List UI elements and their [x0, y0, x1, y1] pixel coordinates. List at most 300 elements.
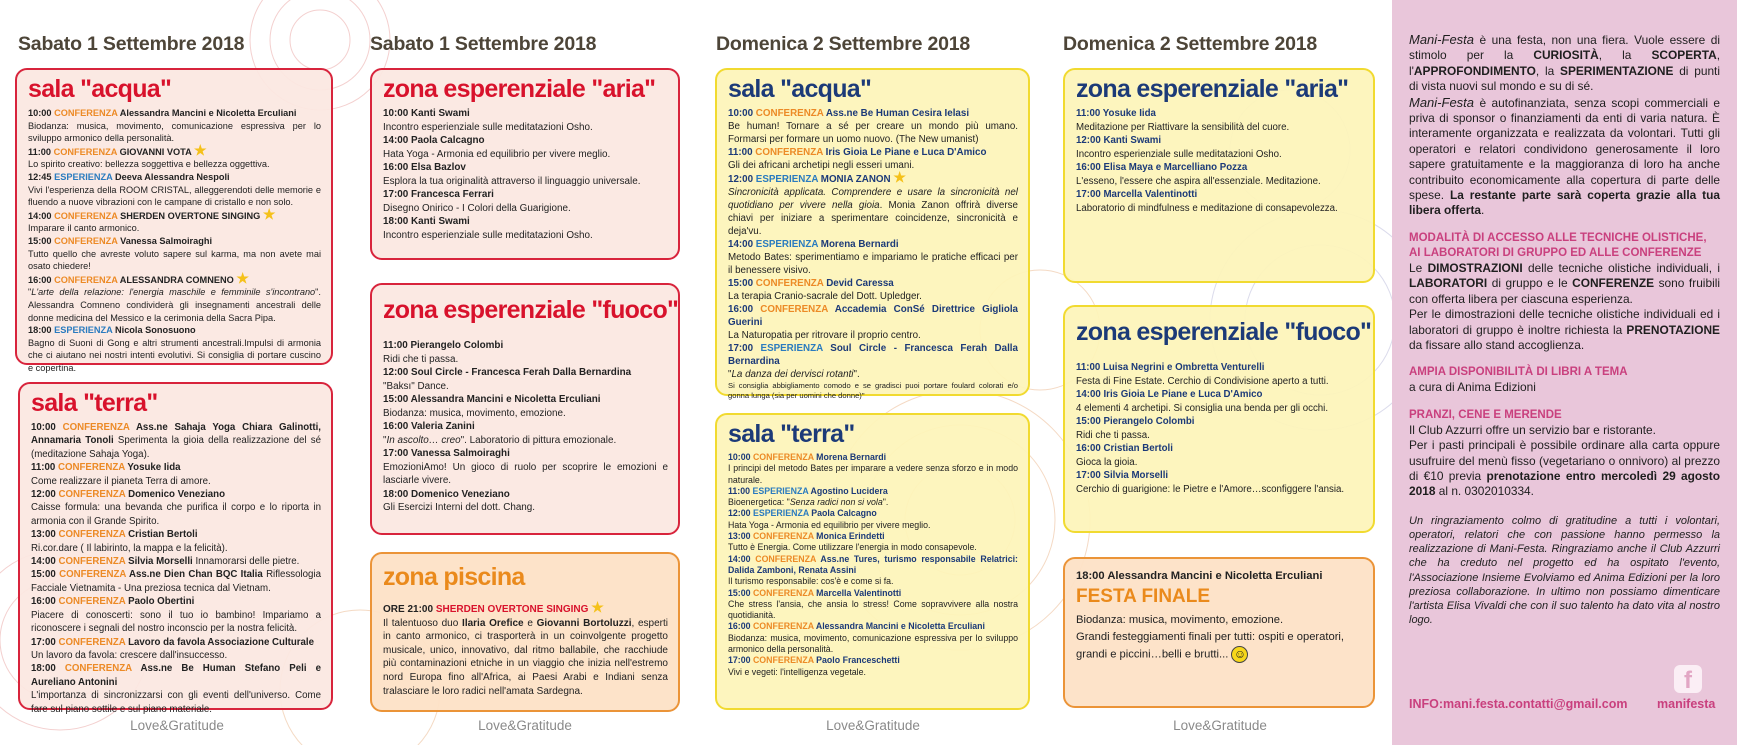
event-description [383, 434, 668, 448]
event-description [1076, 612, 1363, 629]
event-header [728, 621, 1018, 632]
event-time: 18:00 [1076, 570, 1105, 582]
event-time: 15:00 [28, 235, 52, 246]
event-speaker: Soul Circle - Francesca Ferah Dalla Bernardina [728, 343, 1018, 367]
event-header [728, 277, 1018, 290]
event-speaker: Iris Gioia Le Piane e Luca D'Amico [1103, 389, 1263, 400]
italic-text: Mani-Festa [1409, 32, 1475, 47]
event-header [383, 339, 668, 353]
event-speaker: Ass.ne Dien Chan BQC Italia [128, 569, 263, 581]
event-description [383, 380, 668, 394]
event-time: 18:00 [28, 325, 52, 336]
event-description [728, 368, 1018, 401]
event-speaker: Silvia Morselli [128, 556, 193, 568]
event-description [31, 501, 321, 528]
facebook-label[interactable]: manifesta [1657, 697, 1716, 711]
italic-text: Mani-Festa [1409, 94, 1475, 110]
event-item [1076, 161, 1363, 188]
event-item [728, 508, 1018, 531]
event-description [728, 290, 1018, 303]
text-segment: Lo spirito creativo: bellezza soggettiva e bellezza oggettiva. [28, 159, 270, 170]
text-segment: Tutto quello che avreste voluto sapere sul karma, ma non avete mai osato chiedere! [28, 248, 321, 272]
event-time: 16:00 [383, 421, 409, 432]
text-segment: Gli Esercizi Interni del dott. Chang. [383, 502, 536, 513]
text-segment: Le [1409, 260, 1428, 275]
event-speaker: Elsa Bazlov [411, 162, 466, 173]
event-time: 18:00 [383, 216, 409, 227]
event-item [1076, 415, 1363, 442]
event-speaker: Luisa Negrini e Ombretta Venturelli [1102, 362, 1265, 373]
event-header [1076, 415, 1363, 429]
italic-text: Senza radici non si vola [789, 497, 883, 508]
event-time: 15:00 [31, 569, 56, 581]
event-type: CONFERENZA [752, 621, 814, 632]
box-title: zona esperenziale "fuoco" [383, 296, 679, 324]
event-description [1076, 629, 1363, 663]
day-header: Domenica 2 Settembre 2018 [716, 33, 971, 55]
event-header [1076, 188, 1363, 202]
schedule-box [15, 68, 333, 373]
event-speaker: Agostino Lucidera [810, 485, 888, 496]
event-item [383, 134, 668, 161]
text-segment: ". Alessandra Comneno condividerà gli insegnamenti ancestrali delle donne medicina del Messico e la cerimonia della Sacra Pipa. [28, 287, 321, 323]
event-description [383, 617, 668, 699]
event-time: 13:00 [728, 531, 751, 542]
event-item [728, 531, 1018, 554]
text-segment: Meditazione per Riattivare la sensibilità del cuore. [1076, 121, 1290, 133]
event-item [728, 169, 1018, 238]
event-time: 17:00 [1076, 470, 1101, 481]
event-speaker: Vanessa Salmoiraghi [411, 448, 510, 459]
text-segment: , esperti in canto armonico, ci trasporterà in un coinvolgente progetto musicale, unico, innovativo, dal ritmo ballabile, che racchiude più contaminazioni etniche in un viaggio che inizia nell'estremo nord Europa fino all'Africa, ai Paesi Arabi e Indiani senza tralasciare le loro radici nell'amata Sardegna. [383, 617, 668, 697]
event-item [728, 303, 1018, 342]
event-item [31, 595, 321, 635]
event-header [1076, 442, 1363, 456]
info-paragraph [1409, 307, 1720, 353]
section-heading [1409, 365, 1720, 380]
section-heading [1409, 231, 1720, 261]
box-title: sala "acqua" [28, 75, 172, 103]
text-segment: Biodanza: musica, movimento, comunicazione espressiva per lo sviluppo armonico della personalità. [28, 120, 321, 144]
event-description [728, 186, 1018, 238]
text-segment: Disegno Onirico - I Colori della Guarigione. [383, 202, 571, 214]
text-segment: Innamorarsi delle pietre. [195, 556, 300, 568]
event-item [383, 447, 668, 488]
day-header: Sabato 1 Settembre 2018 [370, 33, 597, 55]
bold-text: CURIOSITÀ [1533, 48, 1599, 63]
event-type: CONFERENZA [752, 587, 814, 598]
event-item [728, 621, 1018, 655]
event-description [728, 667, 1018, 678]
event-type: CONFERENZA [54, 108, 118, 118]
event-speaker: Elisa Maya e Marcelliano Pozza [1103, 162, 1248, 173]
event-type: CONFERENZA [58, 489, 126, 501]
text-segment: Gli dei africani archetipi negli esseri umani. [728, 160, 915, 171]
event-item [1076, 629, 1363, 663]
event-item [31, 461, 321, 488]
day-header: Sabato 1 Settembre 2018 [18, 33, 245, 55]
event-time: 17:00 [1076, 189, 1101, 200]
event-type: CONFERENZA [54, 210, 118, 221]
event-time: 12:00 [728, 174, 754, 185]
event-time: 17:00 [728, 343, 754, 354]
text-segment: "Baksı" Dance. [383, 380, 449, 392]
event-type: CONFERENZA [64, 663, 132, 675]
event-header [28, 235, 321, 248]
text-segment: Bioenergetica: " [728, 497, 790, 508]
text-segment: Un ringraziamento colmo di gratitudine a tutti i volontari, operatori, relatori che con passione hanno permesso la realizzazione di Mani-Festa. Ringraziamo anche il Club Azzurri che ha creduto nel progetto ed ha ospitato l'evento, l'Associazione Insieme Evolviamo ed Anima Edizioni per la loro preziosa collaborazione. In ultimo non possiamo dimenticare l'artista Elisa Vivaldi che con il suo talento ha dato vita al nostro logo. [1409, 514, 1720, 627]
text-segment: " [728, 369, 732, 380]
text-segment: Laboratorio di mindfulness e meditazione di consapevolezza. [1076, 202, 1338, 214]
text-segment: ". [853, 369, 860, 380]
event-header [31, 556, 193, 567]
event-speaker: Ass.ne Be Human Stefano Peli e Aureliano Antonini [31, 663, 321, 688]
event-time: 15:00 [1076, 416, 1101, 427]
schedule-box [1063, 68, 1375, 283]
event-speaker: Domenico Veneziano [128, 489, 226, 501]
text-segment: Ri.cor.dare ( Il labirinto, la mappa e la felicità). [31, 542, 228, 554]
event-type: ESPERIENZA [752, 508, 809, 519]
event-item [1076, 442, 1363, 469]
event-header [28, 269, 321, 287]
event-time: 11:00 [383, 340, 408, 351]
event-header [28, 141, 321, 159]
text-segment: di gruppo e le [1487, 276, 1573, 291]
star-icon: ★ [591, 599, 604, 615]
event-description [383, 407, 668, 421]
bold-text: Ilaria Orefice [462, 617, 524, 629]
event-time: 16:00 [728, 304, 754, 315]
event-header [28, 324, 321, 337]
bold-text: DIMOSTRAZIONI [1427, 260, 1523, 275]
event-time: 16:00 [28, 274, 52, 285]
event-description [728, 329, 1018, 342]
text-segment: e [523, 617, 537, 629]
event-header [383, 420, 668, 434]
event-description [28, 184, 321, 209]
event-item [383, 339, 668, 366]
event-speaker: Yosuke Iida [127, 462, 181, 474]
event-header [728, 554, 1018, 577]
italic-text: La danza dei dervisci rotanti [731, 369, 854, 380]
event-speaker: Valeria Zanini [411, 421, 475, 432]
event-speaker: Paola Calcagno [811, 508, 877, 519]
info-paragraph [1409, 438, 1720, 500]
event-type: ESPERIENZA [752, 485, 809, 496]
event-header [1076, 361, 1363, 375]
event-time: 11:00 [728, 147, 753, 158]
bold-text: Giovanni Bortoluzzi [536, 617, 632, 629]
event-item [728, 655, 1018, 678]
event-type: ESPERIENZA [760, 343, 823, 354]
text-segment: Hata Yoga - Armonia ed equilibrio per vivere meglio. [728, 519, 931, 530]
event-time: 15:00 [728, 278, 754, 289]
facebook-icon[interactable]: f [1674, 665, 1702, 693]
event-time: 14:00 [31, 556, 56, 568]
bold-text: LABORATORI [1409, 276, 1488, 291]
event-item [728, 146, 1018, 172]
event-speaker: Francesca Ferrari [411, 189, 494, 200]
event-item [28, 235, 321, 273]
event-time: 12:00 [383, 367, 409, 378]
text-segment: ". Laboratorio di pittura emozionale. [460, 434, 617, 446]
event-item [728, 342, 1018, 401]
love-gratitude-footer: Love&Gratitude [478, 718, 572, 733]
event-header [31, 569, 263, 580]
event-item [1076, 134, 1363, 161]
event-type: CONFERENZA [54, 235, 118, 246]
event-time: 12:00 [1076, 135, 1101, 146]
italic-text: In ascolto… creo [386, 434, 461, 446]
schedule-box [1063, 305, 1375, 533]
info-email[interactable]: INFO:mani.festa.contatti@gmail.com [1409, 697, 1628, 711]
text-segment: Vivi l'esperienza della ROOM CRISTAL, alleggerendoti delle memorie e fluendo a nuove vibrazioni con le campane di cristallo e non solo. [28, 184, 321, 208]
event-item [728, 452, 1018, 486]
italic-text: Sincronicità applicata. Comprendere e usare la sincronicità nel quotidiano per vivere nella gioia [728, 187, 1018, 211]
love-gratitude-footer: Love&Gratitude [130, 718, 224, 733]
event-description [383, 148, 668, 162]
event-speaker: Paolo Obertini [128, 596, 195, 608]
event-type: CONFERENZA [760, 304, 828, 315]
event-item [28, 205, 321, 235]
event-speaker: Marcella Valentinotti [816, 587, 902, 598]
event-speaker: Marcella Valentinotti [1103, 189, 1198, 200]
event-time: 17:00 [31, 636, 56, 648]
event-item [728, 277, 1018, 303]
event-speaker: Yosuke Iida [1102, 108, 1156, 119]
bold-text: La restante parte sarà coperta grazie alla tua libera offerta [1409, 188, 1720, 218]
event-description [28, 120, 321, 145]
event-description [1076, 148, 1363, 162]
event-item [28, 107, 321, 145]
event-speaker: Soul Circle - Francesca Ferah Dalla Bernardina [411, 367, 632, 378]
text-segment: MODALITÀ DI ACCESSO ALLE TECNICHE OLISTICHE, AI LABORATORI DI GRUPPO ED ALLE CONFERENZE [1409, 231, 1707, 259]
event-description [1076, 121, 1363, 135]
text-segment: ". [882, 497, 889, 508]
star-icon: ★ [193, 141, 207, 158]
event-time: 14:00 [728, 239, 754, 250]
text-segment: " [383, 434, 387, 446]
text-segment: Be human! Tornare a sé per creare un mondo più umano. Formarsi per formare un uomo nuovo. (The New umanist) [728, 121, 1018, 145]
event-item [383, 161, 668, 188]
event-item [383, 488, 668, 515]
event-header [383, 488, 668, 502]
event-speaker: Monica Erindetti [816, 531, 885, 542]
event-speaker: Vanessa Salmoiraghi [120, 235, 213, 246]
text-segment: di punti di vista nuovi sul mondo e su di sé. [1409, 63, 1720, 94]
text-segment: , la [1535, 63, 1561, 78]
text-segment: Che stress l'ansia, che ansia lo stress! Come sopravvivere alla nostra quotidianità. [728, 598, 1018, 621]
event-description [383, 353, 668, 367]
event-time: 18:00 [383, 488, 409, 500]
event-description [383, 501, 668, 515]
text-segment: Ridi che ti passa. [1076, 429, 1150, 441]
text-segment: Cerchio di guarigione: le Pietre e l'Amore…sconfiggere l'ansia. [1076, 483, 1345, 495]
event-item [31, 555, 321, 568]
event-description [728, 497, 1018, 508]
section-heading [1409, 408, 1720, 423]
text-segment: Riflessologia Facciale Vietnamita - Una preziosa tecnica dal Vietnam. [31, 569, 321, 594]
event-time: 10:00 [383, 108, 409, 119]
event-description [28, 337, 321, 375]
event-header [383, 215, 668, 229]
event-time: 10:00 [31, 422, 56, 433]
event-description [1076, 175, 1363, 189]
text-segment: Come realizzare il pianeta Terra di amore. [31, 475, 211, 487]
event-speaker: Paolo Franceschetti [816, 655, 900, 666]
event-time: 17:00 [383, 189, 409, 200]
event-header [728, 146, 1018, 159]
event-speaker: Kanti Swami [411, 216, 470, 227]
event-speaker: Domenico Veneziano [411, 488, 510, 500]
event-time: 11:00 [1076, 362, 1101, 373]
event-header [28, 205, 321, 223]
info-paragraph [1409, 261, 1720, 307]
event-header [728, 486, 1018, 497]
box-title: sala "terra" [728, 420, 855, 448]
text-segment: Biodanza: musica, movimento, emozione. [1076, 614, 1284, 626]
event-item [383, 393, 668, 420]
event-header [728, 531, 1018, 542]
text-segment: Imparare il canto armonico. [28, 223, 140, 234]
event-time: 10:00 [728, 108, 754, 119]
event-speaker: SHERDEN OVERTONE SINGING [435, 604, 589, 615]
event-item [31, 636, 321, 663]
text-segment: Incontro esperienziale sulle meditatazioni Osho. [383, 121, 593, 133]
event-speaker: GIOVANNI VOTA [119, 146, 192, 157]
text-segment: 4 elementi 4 archetipi. Si consiglia una benda per gli occhi. [1076, 402, 1329, 414]
event-time: 17:00 [728, 655, 751, 666]
schedule-box [370, 552, 680, 712]
italic-text: L'arte della relazione: l'energia maschile e femminile s'incontrano [31, 287, 316, 298]
text-segment: Metodo Bates: sperimentiamo e impariamo le pratiche efficaci per il benessere visivo. [728, 252, 1018, 276]
event-item [31, 421, 321, 461]
event-item [1076, 612, 1363, 629]
event-type: CONFERENZA [58, 596, 126, 608]
event-description [31, 649, 321, 662]
event-speaker: Morena Bernardi [816, 452, 887, 462]
event-item [31, 528, 321, 555]
text-segment: Il Club Azzurri offre un servizio bar e ristorante. [1409, 422, 1656, 437]
text-segment: . Monia Zanon offrirà diverse chiavi per iniziare a sperimentare coincidenze, sincronicità e deja'vu. [728, 200, 1018, 237]
event-header [383, 134, 668, 148]
text-segment: Si consiglia abbigliamento comodo e se gradisci puoi portare foulard colorati e/o gonna lunga (sia per uomini che donne)" [728, 381, 1018, 400]
text-segment: . [1481, 203, 1485, 218]
event-speaker: Silvia Morselli [1103, 470, 1169, 481]
event-description [28, 222, 321, 235]
event-item [728, 238, 1018, 277]
schedule-box [370, 283, 680, 535]
event-speaker: Lavoro da favola Associazione Culturale [128, 636, 315, 648]
schedule-box [715, 68, 1030, 400]
event-item [28, 324, 321, 374]
event-description [728, 542, 1018, 553]
text-segment: AMPIA DISPONIBILITÀ DI LIBRI A TEMA [1409, 366, 1628, 379]
event-header [728, 238, 1018, 251]
event-header [1076, 107, 1363, 121]
text-segment: Per le dimostrazioni delle tecniche olistiche individuali ed i laboratori di gruppo è inoltre richiesta la [1409, 307, 1720, 337]
smiley-icon: ☺ [1231, 646, 1248, 663]
text-segment: è una festa, non una fiera. Vuole essere di stimolo per la [1409, 33, 1720, 63]
text-segment: Hata Yoga - Armonia ed equilibrio per vivere meglio. [383, 148, 611, 160]
event-header [728, 655, 1018, 666]
event-description [383, 121, 668, 135]
star-icon: ★ [236, 269, 249, 286]
text-segment: La terapia Cranio-sacrale del Dott. Upledger. [728, 291, 922, 302]
text-segment: Festa di Fine Estate. Cerchio di Condivisione aperto a tutti. [1076, 375, 1329, 387]
event-type: CONFERENZA [752, 452, 814, 462]
box-title: zona esperenziale "aria" [1076, 75, 1349, 103]
event-item [728, 486, 1018, 509]
event-item [383, 215, 668, 242]
text-segment: Grandi festeggiamenti finali per tutti: ospiti e operatori, grandi e piccini…belli e brutti... [1076, 631, 1345, 661]
event-time: 16:00 [383, 162, 409, 173]
event-type: CONFERENZA [752, 531, 814, 542]
event-description [31, 689, 321, 716]
event-time: 12:00 [728, 508, 751, 519]
event-description [383, 175, 668, 189]
star-icon: ★ [262, 205, 276, 222]
event-time: 18:00 [31, 663, 56, 675]
thanks-paragraph [1409, 514, 1720, 628]
text-segment: Un lavoro da favola: crescere dall'insuccesso. [31, 649, 228, 661]
event-speaker: Cristian Bertoli [128, 529, 198, 541]
bold-text: APPROFONDIMENTO [1413, 63, 1536, 78]
event-type: CONFERENZA [752, 655, 814, 666]
event-speaker: Alessandra Mancini e Nicoletta Erculiani [815, 621, 985, 632]
text-segment: Esplora la tua originalità attraverso il linguaggio universale. [383, 175, 641, 187]
box-title: sala "acqua" [728, 75, 872, 103]
text-segment: " [28, 287, 32, 298]
text-segment: è autofinanziata, senza scopi commerciali e priva di sponsor o finanziamenti da enti di varia natura. È interamente organizzata e realizzata da volontari. Tutti gli operatori e relatori condividono generosamente il loro sapere gratuitamente e la maggioranza di loro ha anche contribuito economicamente alla copertura di parte delle spese. [1409, 95, 1720, 203]
box-title: sala "terra" [31, 389, 158, 417]
event-time: 11:00 [728, 485, 751, 496]
event-speaker: Pierangelo Colombi [1103, 416, 1195, 427]
text-segment: da fissare allo stand accoglienza. [1409, 337, 1585, 352]
event-header [1076, 388, 1363, 402]
text-segment: La Naturopatia per ritrovare il proprio centro. [728, 330, 921, 341]
box-title: FESTA FINALE [1076, 586, 1211, 607]
event-speaker: Deeva Alessandra Nespoli [115, 171, 230, 182]
text-segment: Il talentuoso duo [383, 617, 463, 629]
event-time: 12:00 [31, 489, 56, 501]
event-item [728, 588, 1018, 622]
event-speaker: Alessandra Mancini e Nicoletta Erculiani [119, 108, 297, 118]
event-description [728, 251, 1018, 277]
event-item [1076, 188, 1363, 215]
text-segment: Piacere di conoscerti: sono il tuo io bambino! Impariamo a riconoscere i segnali del nostro inconscio per la nostra felicità. [31, 609, 321, 635]
event-description [728, 520, 1018, 531]
text-segment: PRANZI, CENE E MERENDE [1409, 408, 1562, 421]
event-type: CONFERENZA [59, 569, 127, 581]
event-speaker: Pierangelo Colombi [410, 340, 504, 351]
bold-text: prenotazione entro mercoledì 29 agosto 2018 [1409, 468, 1721, 499]
text-segment: Incontro esperienziale sulle meditatazioni Osho. [1076, 148, 1282, 160]
event-time: 14:00 [383, 135, 409, 146]
event-header [1076, 134, 1363, 148]
event-time: 13:00 [31, 529, 56, 541]
event-type: CONFERENZA [755, 147, 823, 158]
text-segment: L'esseno, l'essere che aspira all'essenziale. Meditazione. [1076, 175, 1321, 187]
event-type: ESPERIENZA [755, 174, 819, 185]
event-header [31, 461, 321, 474]
event-description [728, 633, 1018, 656]
event-time: 15:00 [383, 394, 409, 405]
event-time: 16:00 [31, 596, 56, 608]
bold-text: SPERIMENTAZIONE [1560, 63, 1674, 78]
event-header [1076, 469, 1363, 483]
event-time: 11:00 [28, 146, 51, 157]
